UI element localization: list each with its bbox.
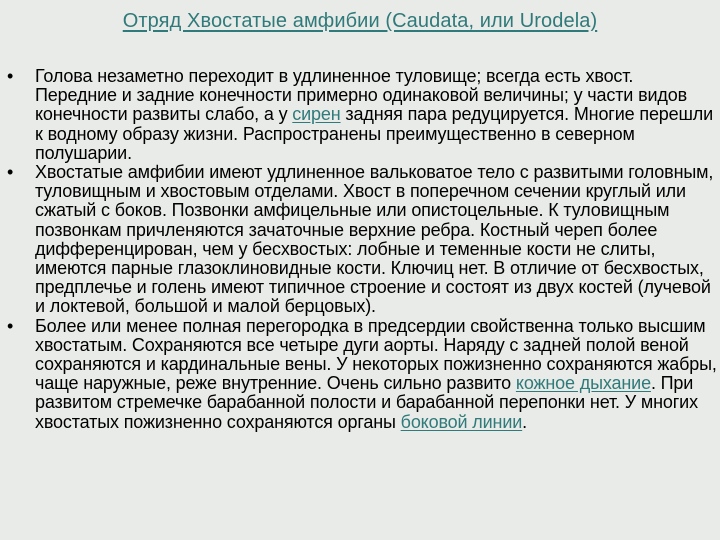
paragraph-text: . При развитом стремечке барабанной полости и барабанной перепонки нет. У многих хвостатых пожизненно сохраняются органы xyxy=(35,373,698,432)
bullet-item xyxy=(0,317,718,432)
paragraph-text: задняя пара редуцируется. Многие перешли к водному образу жизни. Распространены преимущественно в северном полушарии. xyxy=(35,104,714,163)
link-skin-respiration[interactable]: кожное дыхание xyxy=(515,373,651,394)
bullet-list xyxy=(0,67,720,432)
paragraph-text: Хвостатые амфибии имеют удлиненное вальковатое тело с развитыми головным, туловищным и хвостовым отделами. Хвост в поперечном сечении круглый или сжатый с боков. Позвонки амфицельные или опистоцельные. К туловищным позвонкам причленяются зачаточные верхние ребра. Костный череп более дифференцирован, чем у бесхвостых: лобные и теменные кости не слиты, имеются парные глазоклиновидные кости. Ключиц нет. В отличие от бесхвостых, предплечье и голень имеют типичное строение и состоят из двух костей (лучевой и локтевой, большой и малой берцовых). xyxy=(35,162,714,317)
bullet-dot-icon: • xyxy=(7,315,14,336)
link-siren[interactable]: сирен xyxy=(292,104,341,125)
bullet-dot-icon: • xyxy=(7,162,14,183)
paragraph-text: . xyxy=(522,411,528,432)
slide-title: Отряд Хвостатые амфибии (Caudata, или Urodela) xyxy=(122,10,598,32)
bullet-item xyxy=(0,163,718,317)
paragraph-text: Голова незаметно переходит в удлиненное туловище; всегда есть хвост. Передние и задние конечности примерно одинаковой величины; у части видов конечности развиты слабо, а у xyxy=(35,66,688,125)
paragraph-text: Более или менее полная перегородка в предсердии свойственна только высшим хвостатым. Сохраняются все четыре дуги аорты. Наряду с задней полой веной сохраняются и кардинальные вены. У некоторых пожизненно сохраняются жабры, чаще наружные, реже внутренние. Очень сильно развито xyxy=(35,315,717,394)
bullet-item xyxy=(0,67,718,163)
link-lateral-line[interactable]: боковой линии xyxy=(400,411,523,432)
bullet-dot-icon: • xyxy=(7,66,14,86)
